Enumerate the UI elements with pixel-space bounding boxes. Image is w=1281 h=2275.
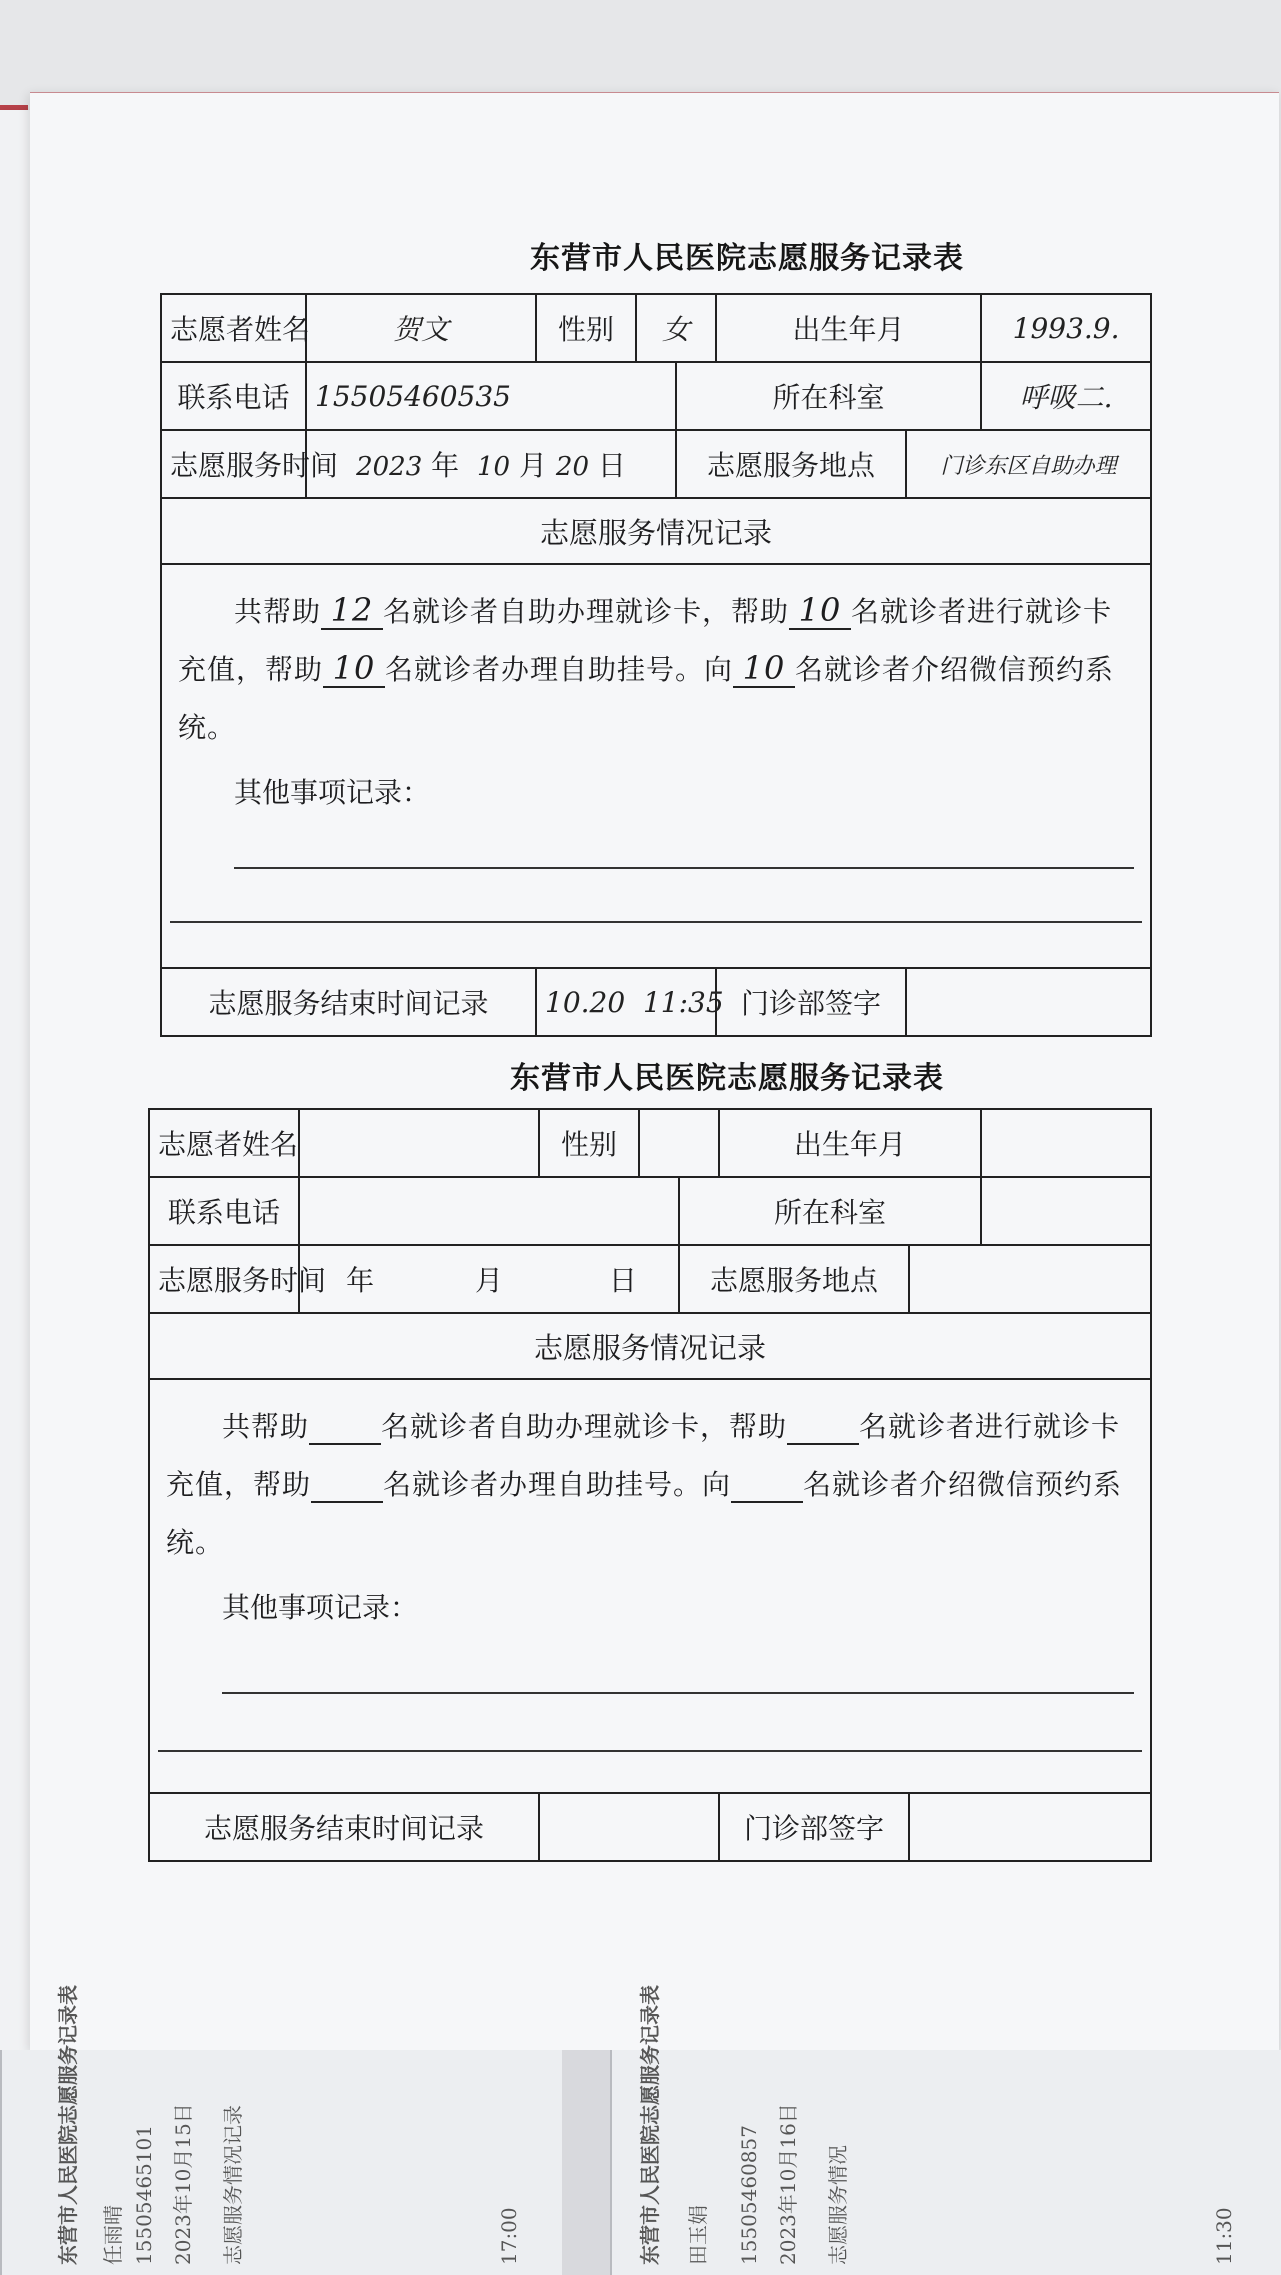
other-notes-line-2[interactable] (158, 1750, 1142, 1752)
value-service-date-2[interactable] (299, 1245, 679, 1313)
label-department-2: 所在科室 (679, 1177, 981, 1245)
blank-count-2[interactable] (787, 1407, 859, 1445)
label-phone: 联系电话 (161, 362, 306, 430)
label-department: 所在科室 (676, 362, 981, 430)
underlying-left-title: 东营市人民医院志愿服务记录表 (56, 1985, 80, 2265)
blank-count-3[interactable]: 10 (323, 650, 385, 688)
label-end-time: 志愿服务结束时间记录 (161, 968, 536, 1036)
underlying-right-date: 2023年10月16日 (776, 2103, 800, 2265)
other-notes-line-1[interactable] (234, 867, 1134, 869)
record-text-1: 共帮助 (222, 1410, 310, 1443)
underlying-right-phone: 15505460857 (737, 2125, 761, 2265)
other-notes-line-1[interactable] (222, 1692, 1134, 1694)
label-signature: 门诊部签字 (716, 968, 906, 1036)
other-notes-line-2[interactable] (170, 921, 1142, 923)
value-end-time-2[interactable] (539, 1793, 719, 1861)
value-department-2[interactable] (981, 1177, 1151, 1245)
other-notes-label-2: 其他事项记录： (222, 1591, 419, 1624)
record-text-3: 名就诊者进行就诊卡充值，帮助 (166, 1410, 1121, 1501)
date-day-unit-2: 日 (608, 1264, 637, 1297)
underlying-right-name: 田玉娟 (686, 2205, 710, 2265)
label-gender-2: 性别 (539, 1109, 639, 1177)
value-gender-2[interactable] (639, 1109, 719, 1177)
record-body (161, 564, 1151, 968)
value-signature-2[interactable] (909, 1793, 1151, 1861)
value-gender[interactable]: 女 (636, 294, 716, 362)
section-header: 志愿服务情况记录 (161, 498, 1151, 564)
underlying-left-phone: 15505465101 (132, 2125, 156, 2265)
form-title-2: 东营市人民医院志愿服务记录表 (510, 1061, 944, 1096)
label-service-place: 志愿服务地点 (676, 430, 906, 498)
underlying-left-section: 志愿服务情况记录 (221, 2105, 245, 2265)
label-end-time-2: 志愿服务结束时间记录 (149, 1793, 539, 1861)
blank-count-4[interactable]: 10 (733, 650, 795, 688)
record-text-5: 名就诊者介绍微信预约系统。 (178, 653, 1115, 744)
record-text-5: 名就诊者介绍微信预约系统。 (166, 1468, 1123, 1559)
label-service-time-2: 志愿服务时间 (149, 1245, 299, 1313)
underlying-left-name: 任雨晴 (101, 2205, 125, 2265)
date-month: 10 (476, 452, 511, 482)
value-name-2[interactable] (299, 1109, 539, 1177)
label-service-place-2: 志愿服务地点 (679, 1245, 909, 1313)
blank-count-1[interactable] (309, 1407, 381, 1445)
label-birth-2: 出生年月 (719, 1109, 981, 1177)
date-year-unit-2: 年 (346, 1264, 375, 1297)
record-text-3: 名就诊者进行就诊卡充值，帮助 (178, 595, 1113, 686)
date-day-unit: 日 (597, 449, 626, 482)
other-notes-label: 其他事项记录： (234, 776, 431, 809)
value-service-place[interactable]: 门诊东区自助办理 (906, 430, 1151, 498)
underlying-sheet-left (0, 1985, 562, 2275)
label-name-2: 志愿者姓名 (149, 1109, 299, 1177)
label-phone-2: 联系电话 (149, 1177, 299, 1245)
record-text-1: 共帮助 (234, 595, 322, 628)
date-day: 20 (555, 452, 589, 482)
underlying-right-end-time: 11:30 (1212, 2207, 1236, 2265)
underlying-right-title: 东营市人民医院志愿服务记录表 (638, 1985, 662, 2265)
blank-count-3[interactable] (311, 1465, 383, 1503)
blank-count-4[interactable] (731, 1465, 803, 1503)
underlying-left-end-time: 17:00 (497, 2207, 521, 2265)
form-title: 东营市人民医院志愿服务记录表 (530, 241, 964, 276)
blank-count-2[interactable]: 10 (789, 592, 851, 630)
form-sheet (30, 92, 1279, 2051)
value-phone-2[interactable] (299, 1177, 679, 1245)
value-signature[interactable] (906, 968, 1151, 1036)
value-birth[interactable]: 1993.9. (981, 294, 1151, 362)
label-signature-2: 门诊部签字 (719, 1793, 909, 1861)
value-name[interactable]: 贺文 (306, 294, 536, 362)
record-text-2: 名就诊者自助办理就诊卡，帮助 (383, 595, 790, 628)
blank-count-1[interactable]: 12 (321, 592, 383, 630)
underlying-sheets (0, 1985, 1279, 2275)
label-service-time: 志愿服务时间 (161, 430, 306, 498)
date-month-unit-2: 月 (474, 1264, 503, 1297)
underlying-left-date: 2023年10月15日 (171, 2103, 195, 2265)
date-year-unit: 年 (431, 449, 460, 482)
record-form-blank (148, 1108, 1152, 1862)
record-paragraph (178, 583, 1134, 757)
record-text-4: 名就诊者办理自助挂号。向 (385, 653, 734, 686)
record-text-2: 名就诊者自助办理就诊卡，帮助 (381, 1410, 788, 1443)
value-birth-2[interactable] (981, 1109, 1151, 1177)
date-month-unit: 月 (518, 449, 547, 482)
value-department[interactable]: 呼吸二. (981, 362, 1151, 430)
underlying-right-section: 志愿服务情况 (826, 2145, 850, 2265)
value-service-date[interactable] (306, 430, 676, 498)
value-phone[interactable]: 15505460535 (306, 362, 676, 430)
label-gender: 性别 (536, 294, 636, 362)
underlying-sheet-right (610, 1985, 1281, 2275)
record-text-4: 名就诊者办理自助挂号。向 (383, 1468, 732, 1501)
label-name: 志愿者姓名 (161, 294, 306, 362)
label-birth: 出生年月 (716, 294, 981, 362)
value-end-time[interactable]: 10.20 11:35 (536, 968, 716, 1036)
section-header-2: 志愿服务情况记录 (149, 1313, 1151, 1379)
date-year: 2023 (356, 452, 423, 482)
record-form-filled (160, 293, 1152, 1037)
record-body-2 (149, 1379, 1151, 1793)
record-paragraph-2 (166, 1398, 1134, 1572)
value-service-place-2[interactable] (909, 1245, 1151, 1313)
